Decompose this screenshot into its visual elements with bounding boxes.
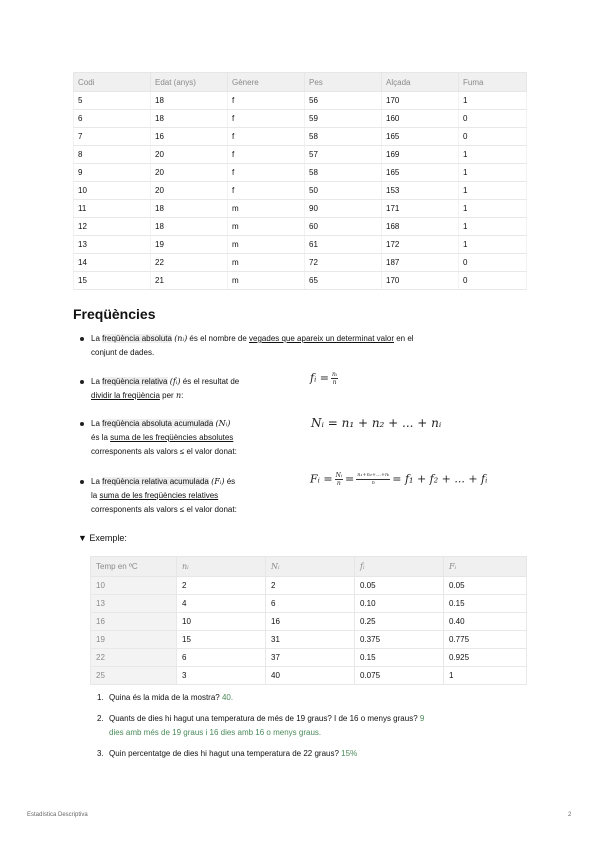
table-cell: 15 — [74, 272, 151, 290]
table-cell: 172 — [382, 236, 459, 254]
table-cell: 0.05 — [444, 577, 527, 595]
table-cell: 19 — [91, 631, 177, 649]
table-cell: f — [228, 146, 305, 164]
column-header: Gènere — [228, 73, 305, 92]
table-cell: 1 — [459, 146, 527, 164]
table-cell: 0.925 — [444, 649, 527, 667]
bullet-dot — [80, 480, 84, 484]
table-cell: 21 — [151, 272, 228, 290]
table-row — [74, 254, 527, 272]
text: la — [91, 491, 100, 500]
table-row — [74, 128, 527, 146]
fraction — [335, 472, 343, 487]
column-header: Fᵢ — [444, 557, 527, 577]
table-cell: 160 — [382, 110, 459, 128]
table-cell: 0.10 — [355, 595, 444, 613]
table-row — [74, 110, 527, 128]
table-row — [74, 92, 527, 110]
table-cell: 15 — [177, 631, 266, 649]
table-row — [91, 649, 527, 667]
table-cell: 153 — [382, 182, 459, 200]
table-cell: 165 — [382, 164, 459, 182]
fraction — [331, 371, 338, 386]
table-cell: 0.075 — [355, 667, 444, 685]
table-cell: 90 — [305, 200, 382, 218]
table-cell: 20 — [151, 164, 228, 182]
table-row — [91, 595, 527, 613]
table-cell: 0.15 — [444, 595, 527, 613]
table-cell: 0.40 — [444, 613, 527, 631]
table-cell: 11 — [74, 200, 151, 218]
definition-absolute-frequency — [91, 332, 414, 360]
table-row — [74, 146, 527, 164]
table-cell: 0.25 — [355, 613, 444, 631]
table-cell: m — [228, 254, 305, 272]
table-cell: 56 — [305, 92, 382, 110]
section-title: Freqüències — [73, 306, 156, 322]
definition-relative-frequency — [91, 375, 239, 403]
question-number: 2. — [97, 714, 104, 723]
table-cell: 170 — [382, 272, 459, 290]
column-header: Temp en ºC — [91, 557, 177, 577]
formula-text: Fᵢ = — [310, 472, 333, 486]
table-cell: 58 — [305, 128, 382, 146]
definition-cumulative-relative-frequency — [91, 475, 237, 517]
question-2 — [97, 712, 527, 726]
question-number: 3. — [97, 749, 104, 758]
question-1 — [97, 691, 527, 705]
question-number: 1. — [97, 693, 104, 702]
table-cell: 20 — [151, 146, 228, 164]
text: corresponents als valors ≤ el valor donat: — [91, 505, 237, 514]
text: La — [91, 477, 103, 486]
text: conjunt de dades. — [91, 348, 155, 357]
table-cell: 2 — [266, 577, 355, 595]
bullet-dot — [80, 422, 84, 426]
table-header-row — [91, 557, 527, 577]
table-cell: 187 — [382, 254, 459, 272]
table-cell: 1 — [459, 92, 527, 110]
table-cell: f — [228, 182, 305, 200]
table-cell: 58 — [305, 164, 382, 182]
table-cell: 0 — [459, 254, 527, 272]
table-cell: 57 — [305, 146, 382, 164]
formula-cumulative-relative-frequency — [310, 472, 487, 487]
table-cell: 18 — [151, 200, 228, 218]
text: és el nombre de — [187, 334, 250, 343]
table-row — [91, 577, 527, 595]
term-highlight: freqüència relativa acumulada — [102, 477, 209, 486]
denominator: n — [371, 480, 375, 486]
table-cell: 18 — [151, 218, 228, 236]
question-text: Quants de dies hi hagut una temperatura de més de 19 graus? I de 16 o menys graus? — [109, 714, 420, 723]
table-cell: 6 — [74, 110, 151, 128]
column-header: nᵢ — [177, 557, 266, 577]
table-row — [74, 218, 527, 236]
table-row — [91, 667, 527, 685]
table-cell: f — [228, 110, 305, 128]
table-cell: 171 — [382, 200, 459, 218]
numerator: n₁+n₂+...+nᵢ — [357, 472, 390, 478]
table-cell: 10 — [177, 613, 266, 631]
table-cell: 7 — [74, 128, 151, 146]
text: és la — [91, 433, 111, 442]
table-cell: 1 — [459, 164, 527, 182]
table-cell: 16 — [266, 613, 355, 631]
answer-text: 40. — [221, 693, 234, 702]
text: per — [159, 391, 176, 400]
table-cell: 0.15 — [355, 649, 444, 667]
table-cell: m — [228, 218, 305, 236]
table-cell: 10 — [74, 182, 151, 200]
table-cell: 22 — [151, 254, 228, 272]
formula-text: = f₁ + f₂ + ... + fᵢ — [392, 472, 488, 486]
table-cell: f — [228, 164, 305, 182]
table-cell: 1 — [459, 182, 527, 200]
column-header: Codi — [74, 73, 151, 92]
term-highlight: freqüència relativa — [102, 377, 168, 386]
table-cell: 0.05 — [355, 577, 444, 595]
table-cell: 18 — [151, 92, 228, 110]
table-cell: 16 — [151, 128, 228, 146]
column-header: Pes — [305, 73, 382, 92]
text: La — [91, 377, 103, 386]
table-cell: 50 — [305, 182, 382, 200]
term-highlight: freqüència absoluta — [102, 334, 172, 343]
formula-text: fᵢ = — [310, 371, 329, 385]
table-cell: 9 — [74, 164, 151, 182]
table-cell: 2 — [177, 577, 266, 595]
bullet-dot — [80, 380, 84, 384]
numerator: nᵢ — [332, 371, 338, 378]
column-header: Alçada — [382, 73, 459, 92]
table-cell: 169 — [382, 146, 459, 164]
table-cell: 5 — [74, 92, 151, 110]
table-row — [74, 272, 527, 290]
table-cell: 22 — [91, 649, 177, 667]
column-header: Edat (anys) — [151, 73, 228, 92]
table-cell: 1 — [459, 200, 527, 218]
table-cell: 25 — [91, 667, 177, 685]
text: corresponents als valors ≤ el valor donat: — [91, 447, 237, 456]
table-cell: f — [228, 128, 305, 146]
table-cell: 14 — [74, 254, 151, 272]
table-cell: 6 — [266, 595, 355, 613]
question-text: Quina és la mida de la mostra? — [109, 693, 222, 702]
table-cell: 8 — [74, 146, 151, 164]
table-cell: m — [228, 272, 305, 290]
table-cell: 13 — [91, 595, 177, 613]
table-cell: 16 — [91, 613, 177, 631]
table-row — [74, 200, 527, 218]
table-cell: 0.375 — [355, 631, 444, 649]
denominator: n — [332, 379, 337, 386]
table-cell: 0 — [459, 272, 527, 290]
table-cell: 37 — [266, 649, 355, 667]
table-cell: 10 — [91, 577, 177, 595]
symbol: (nᵢ) — [174, 334, 188, 343]
data-table — [73, 72, 527, 290]
fraction — [356, 472, 390, 487]
question-3 — [97, 747, 527, 761]
table-cell: 18 — [151, 110, 228, 128]
table-cell: 20 — [151, 182, 228, 200]
denominator: n — [336, 480, 341, 487]
table-row — [91, 631, 527, 649]
table-row — [74, 164, 527, 182]
text: : — [181, 391, 184, 400]
symbol: (fᵢ) — [169, 377, 181, 386]
example-table — [90, 556, 527, 685]
table-cell: 59 — [305, 110, 382, 128]
underlined-phrase: vegades que apareix un determinat valor — [249, 334, 394, 343]
table-cell: 168 — [382, 218, 459, 236]
formula-relative-frequency — [310, 371, 340, 386]
column-header: fᵢ — [355, 557, 444, 577]
footer-title: Estadística Descriptiva — [27, 812, 88, 818]
bullet-dot — [80, 337, 84, 341]
table-cell: 4 — [177, 595, 266, 613]
underlined-phrase: suma de les freqüències relatives — [99, 491, 219, 500]
table-cell: 165 — [382, 128, 459, 146]
column-header: Nᵢ — [266, 557, 355, 577]
table-cell: 6 — [177, 649, 266, 667]
formula-text: = — [345, 472, 355, 486]
page-number: 2 — [568, 812, 572, 818]
table-cell: 0.775 — [444, 631, 527, 649]
table-cell: 1 — [444, 667, 527, 685]
table-cell: f — [228, 92, 305, 110]
table-cell: 13 — [74, 236, 151, 254]
table-cell: 72 — [305, 254, 382, 272]
table-cell: 1 — [459, 236, 527, 254]
table-row — [74, 182, 527, 200]
text: La — [91, 419, 103, 428]
term-highlight: freqüència absoluta acumulada — [102, 419, 214, 428]
table-cell: 40 — [266, 667, 355, 685]
question-text: Quin percentatge de dies hi hagut una temperatura de 22 graus? — [109, 749, 342, 758]
answer-text: 15% — [341, 749, 358, 758]
example-toggle[interactable]: ▼ Exemple: — [78, 533, 127, 543]
answer-continuation: dies amb més de 19 graus i 16 dies amb 16 o menys graus. — [109, 728, 322, 737]
answer-text: 9 — [419, 714, 425, 723]
text: en el — [394, 334, 414, 343]
table-cell: 60 — [305, 218, 382, 236]
table-row — [74, 236, 527, 254]
definition-cumulative-absolute-frequency — [91, 417, 237, 459]
formula-cumulative-absolute-frequency: Nᵢ = n₁ + n₂ + ... + nᵢ — [311, 416, 442, 430]
text: La — [91, 334, 103, 343]
table-cell: m — [228, 200, 305, 218]
column-header: Fuma — [459, 73, 527, 92]
table-cell: m — [228, 236, 305, 254]
table-cell: 12 — [74, 218, 151, 236]
symbol: n — [175, 391, 182, 400]
numerator: Nᵢ — [335, 472, 343, 479]
table-cell: 3 — [177, 667, 266, 685]
table-cell: 170 — [382, 92, 459, 110]
table-row — [91, 613, 527, 631]
symbol: (Fᵢ) — [211, 477, 225, 486]
table-cell: 0 — [459, 110, 527, 128]
table-cell: 65 — [305, 272, 382, 290]
table-cell: 1 — [459, 218, 527, 236]
table-cell: 61 — [305, 236, 382, 254]
table-header-row — [74, 73, 527, 92]
text: és — [224, 477, 236, 486]
table-cell: 19 — [151, 236, 228, 254]
underlined-phrase: suma de les freqüències absolutes — [110, 433, 234, 442]
table-cell: 31 — [266, 631, 355, 649]
text: és el resultat de — [180, 377, 240, 386]
symbol: (Nᵢ) — [215, 419, 231, 428]
underlined-phrase: dividir la freqüència — [91, 391, 160, 400]
table-cell: 0 — [459, 128, 527, 146]
